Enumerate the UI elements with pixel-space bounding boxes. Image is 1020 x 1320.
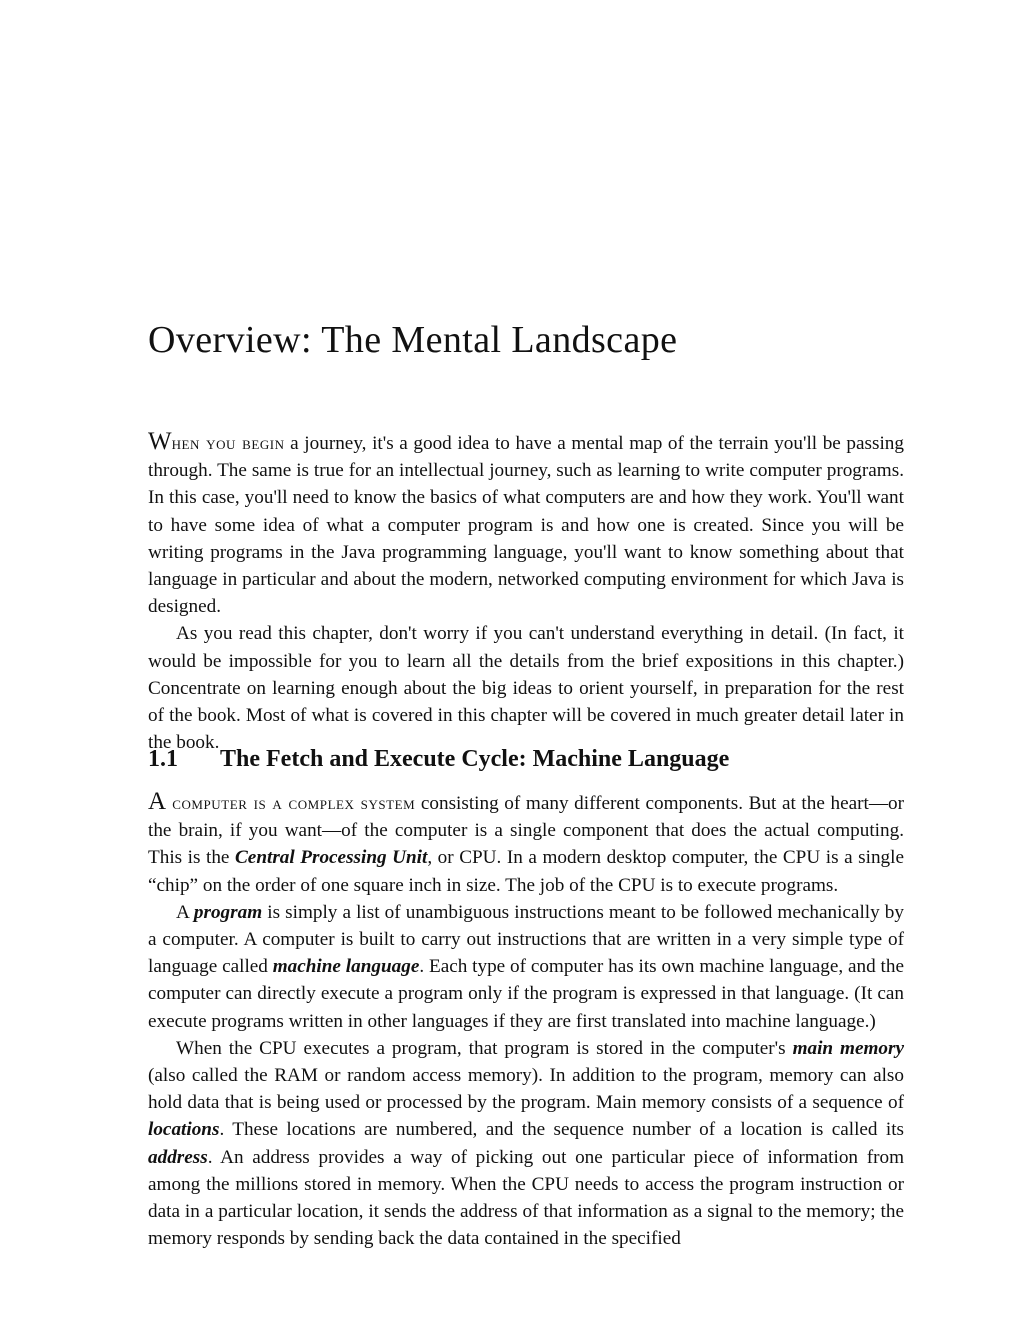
intro-paragraph-1-text: a journey, it's a good idea to have a mental map of the terrain you'll be passing through. The same is true for an intellectual journey, such as learning to write computer programs. In this case, you'll need to know the basics of what computers are and how they work. You'll want to have some idea of what a computer program is and how one is created. Since you will be writing programs in the Java programming language, you'll want to know something about that language in particular and about the modern, networked computing environment for which Java is designed. xyxy=(148,433,904,618)
intro-opening-smallcaps: hen you begin xyxy=(171,433,285,454)
term-machine-language: machine language xyxy=(272,956,420,978)
intro-paragraph-1 xyxy=(148,430,904,620)
term-central-processing-unit: Central Processing Unit xyxy=(235,847,428,869)
section-paragraph-3-part-a: When the CPU executes a program, that program is stored in the computer's xyxy=(176,1037,793,1059)
term-locations: locations xyxy=(148,1119,220,1141)
section-paragraph-3-part-d: . An address provides a way of picking out one particular piece of information from among the millions stored in memory. When the CPU needs to access the program instruction or data in a particular location, it sends the address of that information as a signal to the memory; the memory responds by sending back the data contained in the specified xyxy=(148,1146,904,1250)
intro-paragraph-2-text: As you read this chapter, don't worry if you can't understand everything in detail. (In fact, it would be impossible for you to learn all the details from the brief expositions in this chapter.) Concentrate on learning enough about the big ideas to orient yourself, in preparation for the rest of the book. Most of what is covered in this chapter will be covered in much greater detail later in the book. xyxy=(148,623,904,754)
term-address: address xyxy=(148,1146,208,1168)
section-paragraph-2-part-b: is simply a list of unambiguous instructions meant to be followed mechanically by a computer. A computer is built to carry out instructions that are written in a very simple type of language called xyxy=(148,901,904,978)
section-number: 1.1 xyxy=(148,746,178,772)
term-main-memory: main memory xyxy=(792,1037,904,1059)
section-title: The Fetch and Execute Cycle: Machine Language xyxy=(220,746,730,772)
section-paragraph-3 xyxy=(148,1035,904,1253)
intro-initial-letter: W xyxy=(148,428,172,455)
section-paragraph-2-part-a: A xyxy=(176,901,194,923)
section-paragraph-3-part-c: . These locations are numbered, and the sequence number of a location is called its xyxy=(219,1119,904,1141)
intro-section xyxy=(148,430,904,756)
chapter-title: Overview: The Mental Landscape xyxy=(148,319,678,361)
section-initial-letter: A xyxy=(148,788,167,815)
section-body xyxy=(148,790,904,1252)
term-program: program xyxy=(193,901,263,923)
section-heading xyxy=(148,744,904,774)
section-paragraph-1 xyxy=(148,790,904,899)
section-paragraph-3-part-b: (also called the RAM or random access memory). In addition to the program, memory can also hold data that is being used or processed by the program. Main memory consists of a sequence of xyxy=(148,1065,904,1114)
section-paragraph-2 xyxy=(148,899,904,1035)
section-opening-smallcaps: computer is a complex system xyxy=(166,793,416,814)
section-paragraph-2-part-c: . Each type of computer has its own machine language, and the computer can directly execute a program only if the program is expressed in that language. (It can execute programs written in other languages if they are first translated into machine language.) xyxy=(148,956,905,1032)
intro-paragraph-2 xyxy=(148,620,904,756)
section-paragraph-1-part-a: consisting of many different components. But at the heart—or the brain, if you want—of the computer is a single component that does the actual computing. This is the xyxy=(148,793,904,869)
section-paragraph-1-part-b: , or CPU. In a modern desktop computer, the CPU is a single “chip” on the order of one square inch in size. The job of the CPU is to execute programs. xyxy=(148,847,904,896)
